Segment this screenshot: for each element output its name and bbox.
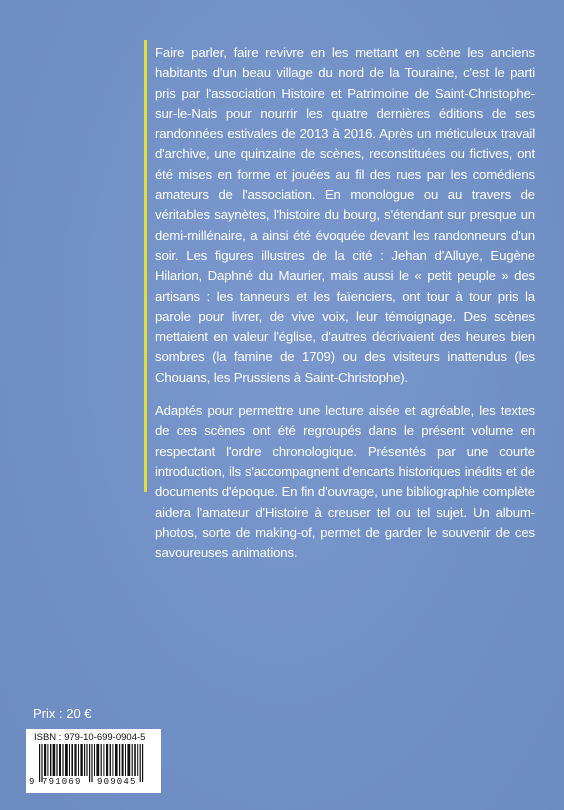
accent-bar xyxy=(144,40,147,492)
blurb xyxy=(155,43,535,563)
isbn-number: ISBN : 979-10-699-0904-5 xyxy=(34,732,146,743)
ean-first-digit: 9 xyxy=(29,777,35,787)
ean-left-group: 791069 xyxy=(42,777,82,787)
blurb-paragraph-2: Adaptés pour permettre une lecture aisée et agréable, les textes de ces scènes ont été regroupés dans le présent volume en respectant l'ordre chronologique. Présentés par une courte introduction, ils s'accompagnent d'encarts historiques inédits et de documents d'époque. En fin d'ouvrage, une bibliographie complète aidera l'amateur d'Histoire à creuser tel ou tel sujet. Un album-photos, sorte de making-of, permet de garder le souvenir de ces savoureuses animations. xyxy=(155,403,535,561)
barcode-box xyxy=(26,729,161,793)
blurb-paragraph-1: Faire parler, faire revivre en les mettant en scène les anciens habitants d'un beau village du nord de la Touraine, c'est le parti pris par l'association Histoire et Patrimoine de Saint-Christophe-sur-le-Nais pour nourrir les quatre dernières éditions de ses randonnées estivales de 2013 à 2016. Après un méticuleux travail d'archive, une quinzaine de scènes, reconstituées ou fictives, ont été mises en forme et jouées au fil des rues par les comédiens amateurs de l'association. En monologue ou au travers de véritables saynètes, l'histoire du bourg, s'étendant sur presque un demi-millénaire, a ainsi été évoquée devant les randonneurs d'un soir. Les figures illustres de la cité : Jehan d'Alluye, Eugène Hilarion, Daphné du Maurier, mais aussi le « petit peuple » des artisans : les tanneurs et les faïenciers, ont tour à tour pris la parole pour livrer, de vive voix, leur témoignage. Des scènes mettaient en valeur l'église, d'autres décrivaient des heures bien sombres (la famine de 1709) ou des visiteurs inattendus (les Chouans, les Prussiens à Saint-Christophe). xyxy=(155,45,535,385)
ean-right-group: 909045 xyxy=(97,777,137,787)
price-label: Prix : 20 € xyxy=(33,706,92,721)
